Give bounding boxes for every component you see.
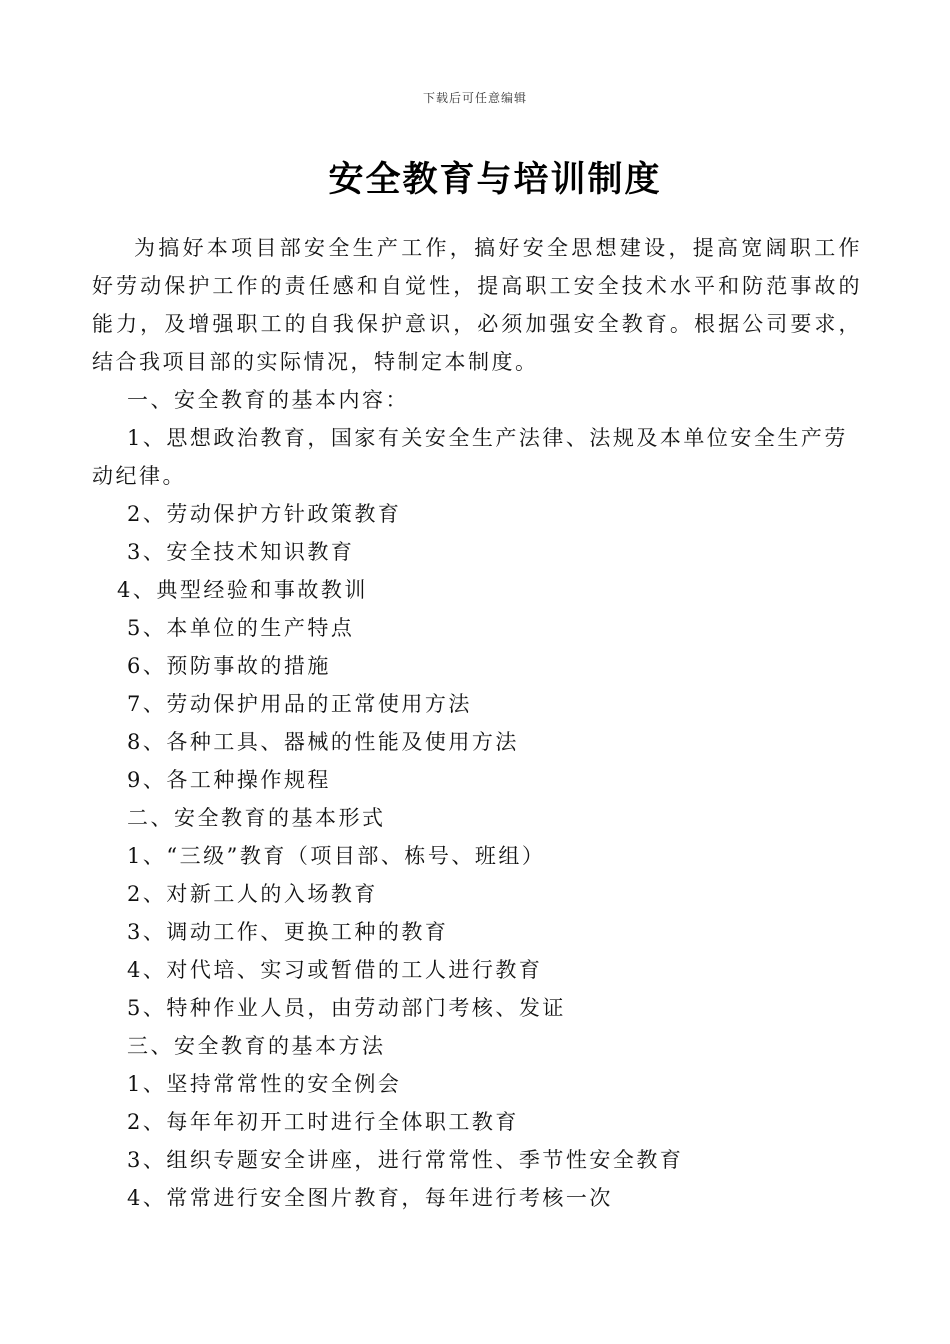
section-1-item: 2、劳动保护方针政策教育 bbox=[127, 502, 402, 526]
section-1-item: 9、各工种操作规程 bbox=[127, 768, 331, 792]
header-note: 下载后可任意编辑 bbox=[422, 91, 527, 105]
section-3-item: 1、坚持常常性的安全例会 bbox=[127, 1072, 402, 1096]
section-1-heading: 一、安全教育的基本内容： bbox=[127, 388, 409, 412]
section-1-item: 5、本单位的生产特点 bbox=[127, 616, 355, 640]
section-3-item: 4、常常进行安全图片教育，每年进行考核一次 bbox=[127, 1186, 613, 1210]
section-1-item: 3、安全技术知识教育 bbox=[127, 540, 355, 564]
section-2-item: 2、对新工人的入场教育 bbox=[127, 882, 378, 906]
section-1-item: 8、各种工具、器械的性能及使用方法 bbox=[127, 730, 519, 754]
section-1-item: 4、典型经验和事故教训 bbox=[117, 578, 368, 602]
section-2-item: 5、特种作业人员，由劳动部门考核、发证 bbox=[127, 996, 566, 1020]
document-title: 安全教育与培训制度 bbox=[328, 160, 662, 200]
section-2-item: 1、“三级”教育（项目部、栋号、班组） bbox=[127, 844, 546, 868]
section-3-item: 2、每年年初开工时进行全体职工教育 bbox=[127, 1110, 519, 1134]
section-3-heading: 三、安全教育的基本方法 bbox=[127, 1034, 386, 1058]
document-body bbox=[92, 229, 862, 1217]
section-1-item: 6、预防事故的措施 bbox=[127, 654, 331, 678]
section-3-item: 3、组织专题安全讲座，进行常常性、季节性安全教育 bbox=[127, 1148, 684, 1172]
section-2-heading: 二、安全教育的基本形式 bbox=[127, 806, 386, 830]
section-1-item: 1、思想政治教育，国家有关安全生产法律、法规及本单位安全生产劳动纪律。 bbox=[92, 426, 848, 488]
section-2-item: 4、对代培、实习或暂借的工人进行教育 bbox=[127, 958, 543, 982]
section-2-item: 3、调动工作、更换工种的教育 bbox=[127, 920, 449, 944]
section-1-item: 7、劳动保护用品的正常使用方法 bbox=[127, 692, 472, 716]
intro-paragraph: 为搞好本项目部安全生产工作，搞好安全思想建设，提高宽阔职工作好劳动保护工作的责任感和自觉性，提高职工安全技术水平和防范事故的能力，及增强职工的自我保护意识，必须加强安全教育。根据公司要求，结合我项目部的实际情况，特制定本制度。 bbox=[92, 236, 862, 374]
